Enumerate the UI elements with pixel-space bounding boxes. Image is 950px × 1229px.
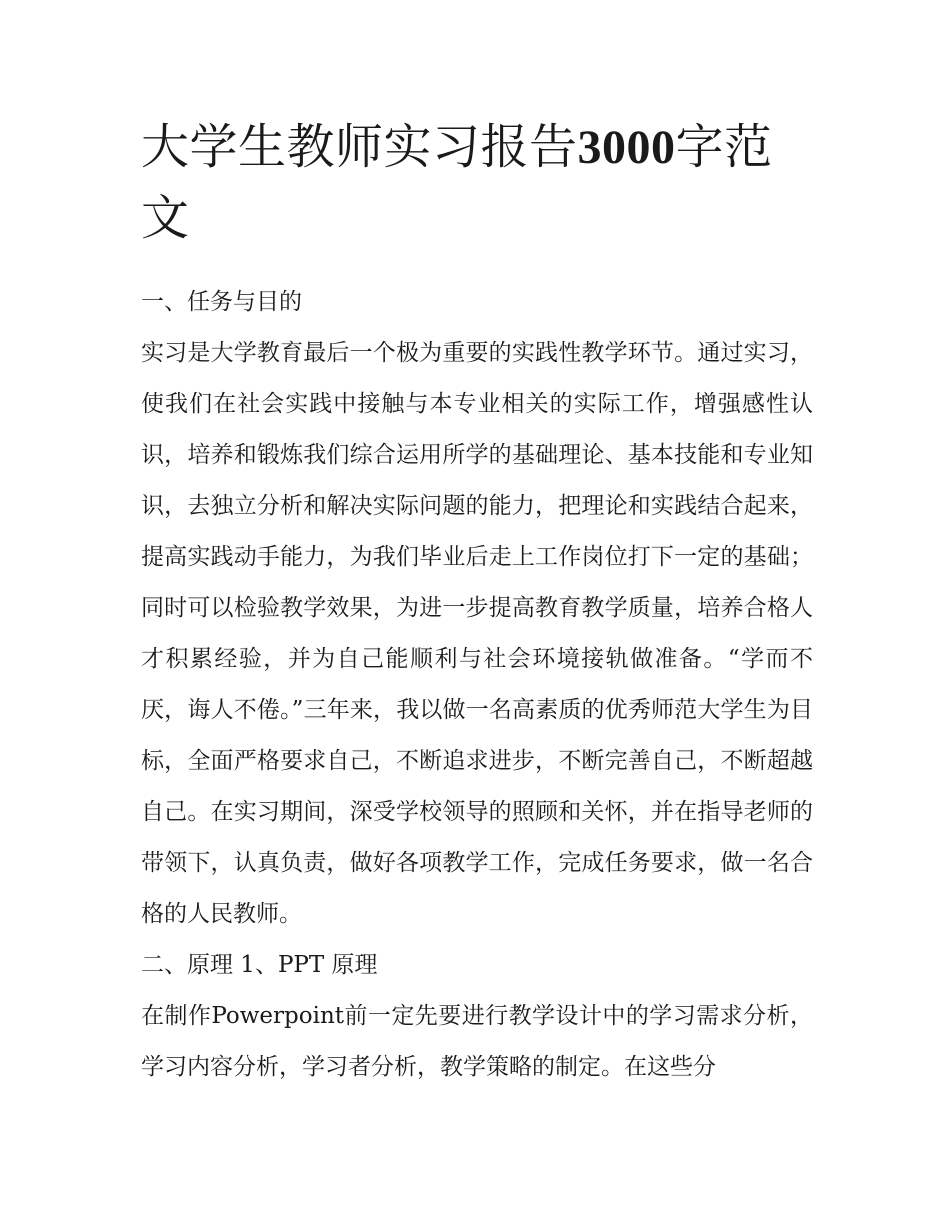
document-title: [141, 112, 813, 253]
document-body: [141, 277, 813, 1093]
title-text-before: 大学生教师实习报告: [141, 119, 578, 175]
document-page: [141, 112, 813, 1093]
section-heading-principle: 二、原理 1、PPT 原理: [141, 952, 378, 978]
section-paragraph-tasks: 实习是大学教育最后一个极为重要的实践性教学环节。通过实习，使我们在社会实践中接触与本专业相关的实际工作，增强感性认识，培养和锻炼我们综合运用所学的基础理论、基本技能和专业知识，去独立分析和解决实际问题的能力，把理论和实践结合起来，提高实践动手能力，为我们毕业后走上工作岗位打下一定的基础；同时可以检验教学效果，为进一步提高教育教学质量，培养合格人才积累经验，并为自己能顺利与社会环境接轨做准备。“学而不厌，诲人不倦。”三年来，我以做一名高素质的优秀师范大学生为目标，全面严格要求自己，不断追求进步，不断完善自己，不断超越自己。在实习期间，深受学校领导的照顾和关怀，并在指导老师的带领下，认真负责，做好各项教学工作，完成任务要求，做一名合格的人民教师。: [141, 340, 813, 927]
section-heading-tasks: 一、任务与目的: [141, 289, 302, 315]
title-text-after: 字范文: [141, 119, 773, 246]
section-paragraph-principle: 在制作Powerpoint前一定先要进行教学设计中的学习需求分析，学习内容分析，学习者分析，教学策略的制定。在这些分: [141, 1003, 813, 1080]
title-number: 3000: [577, 121, 676, 174]
